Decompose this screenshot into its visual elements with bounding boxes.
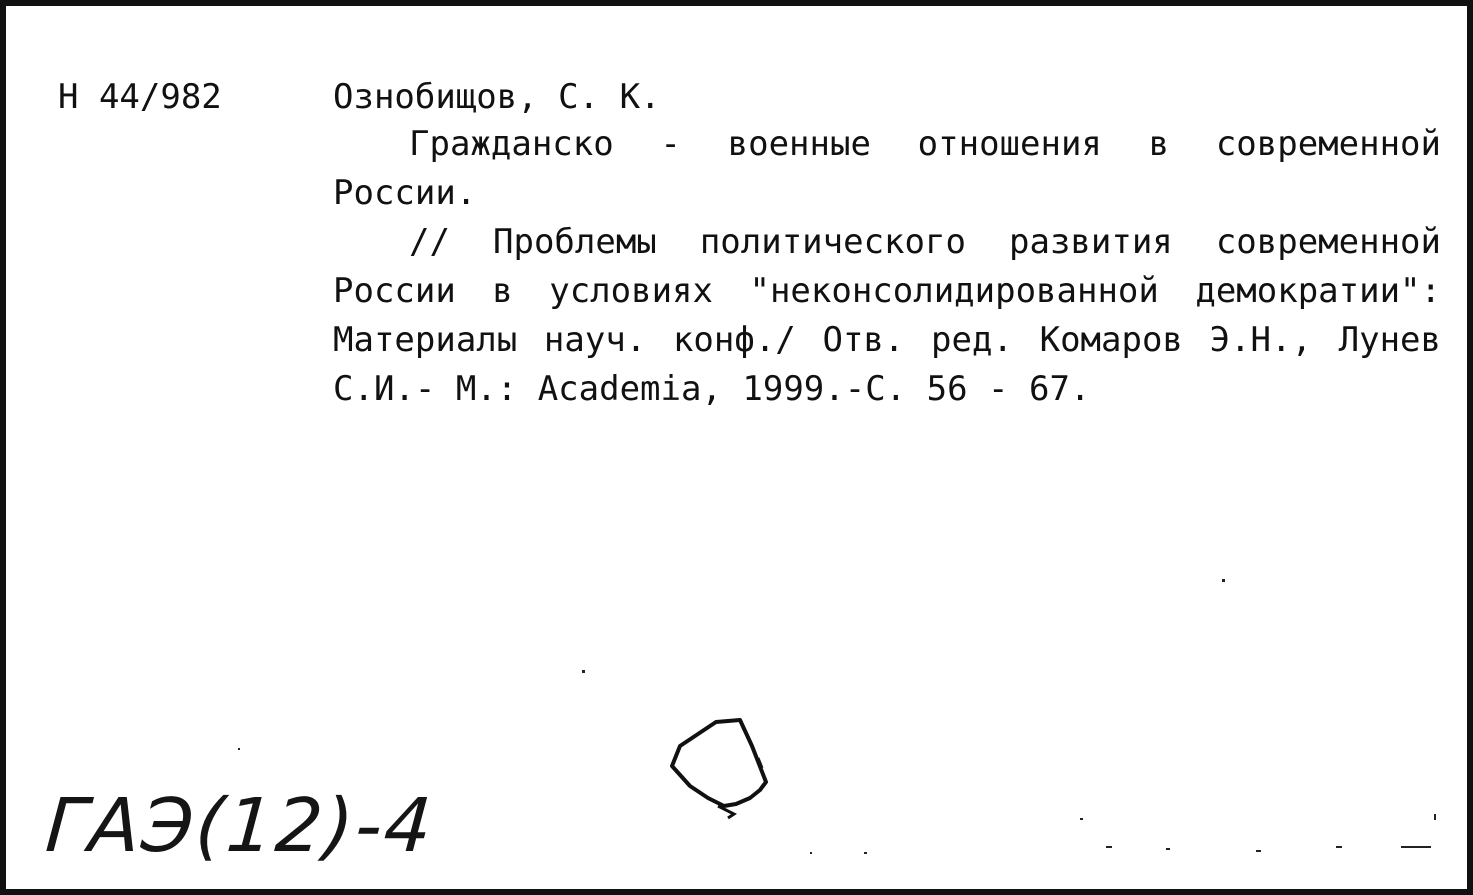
author-name: Ознобищов, С. К. (333, 77, 661, 117)
shelf-mark: Н 44/982 (58, 77, 222, 117)
library-stamp-icon (658, 706, 788, 826)
source-citation: // Проблемы политического развития современной России в условиях "неконсолидированной демократии": Материалы науч. конф./ Отв. ред. Комаров Э.Н., Лунев С.И.- М.: Academia, 1999.-С. 56 - 67. (333, 222, 1441, 409)
work-title: Гражданско - военные отношения в современной России. (333, 124, 1441, 213)
bibliographic-entry (333, 70, 1441, 414)
handwritten-classification-code: ГАЭ(12)-4 (42, 783, 437, 869)
